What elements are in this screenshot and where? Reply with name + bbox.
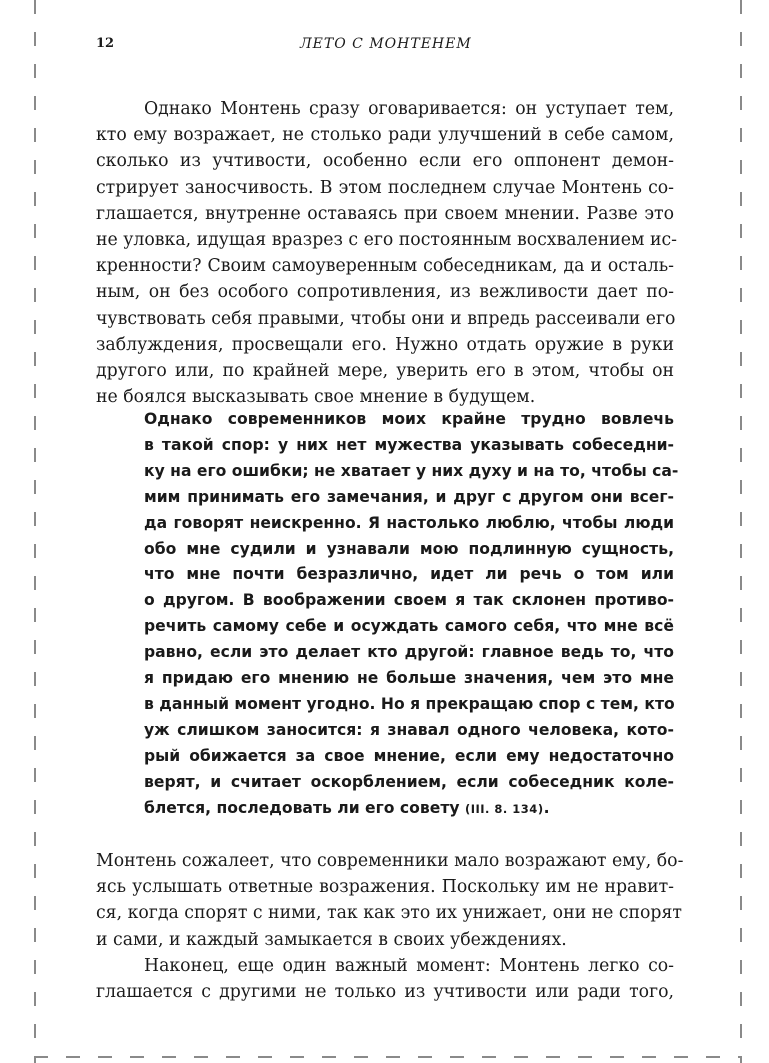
text-line: другого или, по крайней мере, уверить его в этом, чтобы он bbox=[96, 361, 674, 382]
text-line: Наконец, еще один важный момент: Монтень легко со- bbox=[144, 955, 674, 976]
text-line: не уловка, идущая вразрез с его постоянным восхвалением ис- bbox=[96, 230, 677, 251]
text-line: чувствовать себя правыми, чтобы они и впредь рассеивали его bbox=[96, 308, 676, 329]
text-line: глашается, внутренне оставаясь при своем мнении. Разве это bbox=[96, 203, 674, 224]
quote-line: блется, последовать ли его совету bbox=[144, 798, 460, 817]
text-line: и сами, и каждый замыкается в своих убеждениях. bbox=[96, 929, 567, 950]
running-title: ЛЕТО С МОНТЕНЕМ bbox=[300, 36, 472, 52]
text-line: сколько из учтивости, особенно если его оппонент демон- bbox=[96, 151, 674, 172]
text-line: Монтень сожалеет, что современники мало возражают ему, бо- bbox=[96, 851, 684, 871]
quote-line: что мне почти безразлично, идет ли речь о том или bbox=[144, 565, 674, 584]
block-quote bbox=[144, 407, 679, 823]
quote-line: речить самому себе и осуждать самого себя, что мне всё bbox=[144, 617, 674, 636]
quote-line: рый обижается за свое мнение, если ему недостаточно bbox=[144, 746, 674, 765]
text-line: ясь услышать ответные возражения. Поскольку им не нравит- bbox=[96, 877, 674, 898]
quote-line: уж слишком заносится: я знавал одного человека, кото- bbox=[144, 720, 674, 739]
citation: (III. 8. 134) bbox=[464, 801, 544, 816]
text-line: кренности? Своим самоуверенным собеседникам, да и осталь- bbox=[96, 256, 674, 277]
quote-line: ку на его ошибки; не хватает у них духу и на то, чтобы са- bbox=[144, 461, 679, 480]
text-line: кто ему возражает, не столько ради улучшений в себе самом, bbox=[96, 125, 674, 146]
quote-line: о другом. В воображении своем я так склонен противо- bbox=[144, 591, 674, 610]
text-line: стрирует заносчивость. В этом последнем случае Монтень со- bbox=[96, 177, 674, 198]
text-line: ным, он без особого сопротивления, из вежливости дает по- bbox=[96, 282, 674, 303]
quote-line: я придаю его мнению не больше значения, чем это мне bbox=[144, 669, 674, 688]
text-line: ся, когда спорят с ними, так как это их унижает, они не спорят bbox=[96, 903, 682, 924]
quote-line: равно, если это делает кто другой: главное ведь то, что bbox=[144, 643, 674, 662]
paragraph-2 bbox=[96, 848, 684, 1005]
quote-line: Однако современников моих крайне трудно вовлечь bbox=[144, 410, 674, 428]
quote-line: в такой спор: у них нет мужества указывать собеседни- bbox=[144, 435, 674, 454]
text-line: не боялся высказывать свое мнение в будущем. bbox=[96, 387, 536, 408]
quote-line: верят, и считает оскорблением, если собеседник коле- bbox=[144, 772, 674, 791]
crop-mark-bottom bbox=[34, 1056, 742, 1058]
page-number: 12 bbox=[96, 36, 115, 51]
quote-last-line bbox=[144, 796, 674, 823]
text-line: Однако Монтень сразу оговаривается: он уступает тем, bbox=[144, 99, 674, 119]
quote-end-punct: . bbox=[543, 798, 550, 817]
text-line: глашается с другими не только из учтивости или ради того, bbox=[96, 982, 674, 1003]
paragraph-1 bbox=[96, 96, 677, 410]
quote-line: в данный момент угодно. Но я прекращаю спор с тем, кто bbox=[144, 694, 675, 713]
quote-line: мим принимать его замечания, и друг с другом они всег- bbox=[144, 487, 674, 506]
quote-line: обо мне судили и узнавали мою подлинную сущность, bbox=[144, 539, 674, 558]
crop-mark-right bbox=[740, 0, 742, 1063]
quote-line: да говорят неискренно. Я настолько люблю, чтобы люди bbox=[144, 513, 674, 532]
text-line: заблуждения, просвещали его. Нужно отдать оружие в руки bbox=[96, 334, 674, 355]
crop-mark-left bbox=[34, 0, 36, 1063]
